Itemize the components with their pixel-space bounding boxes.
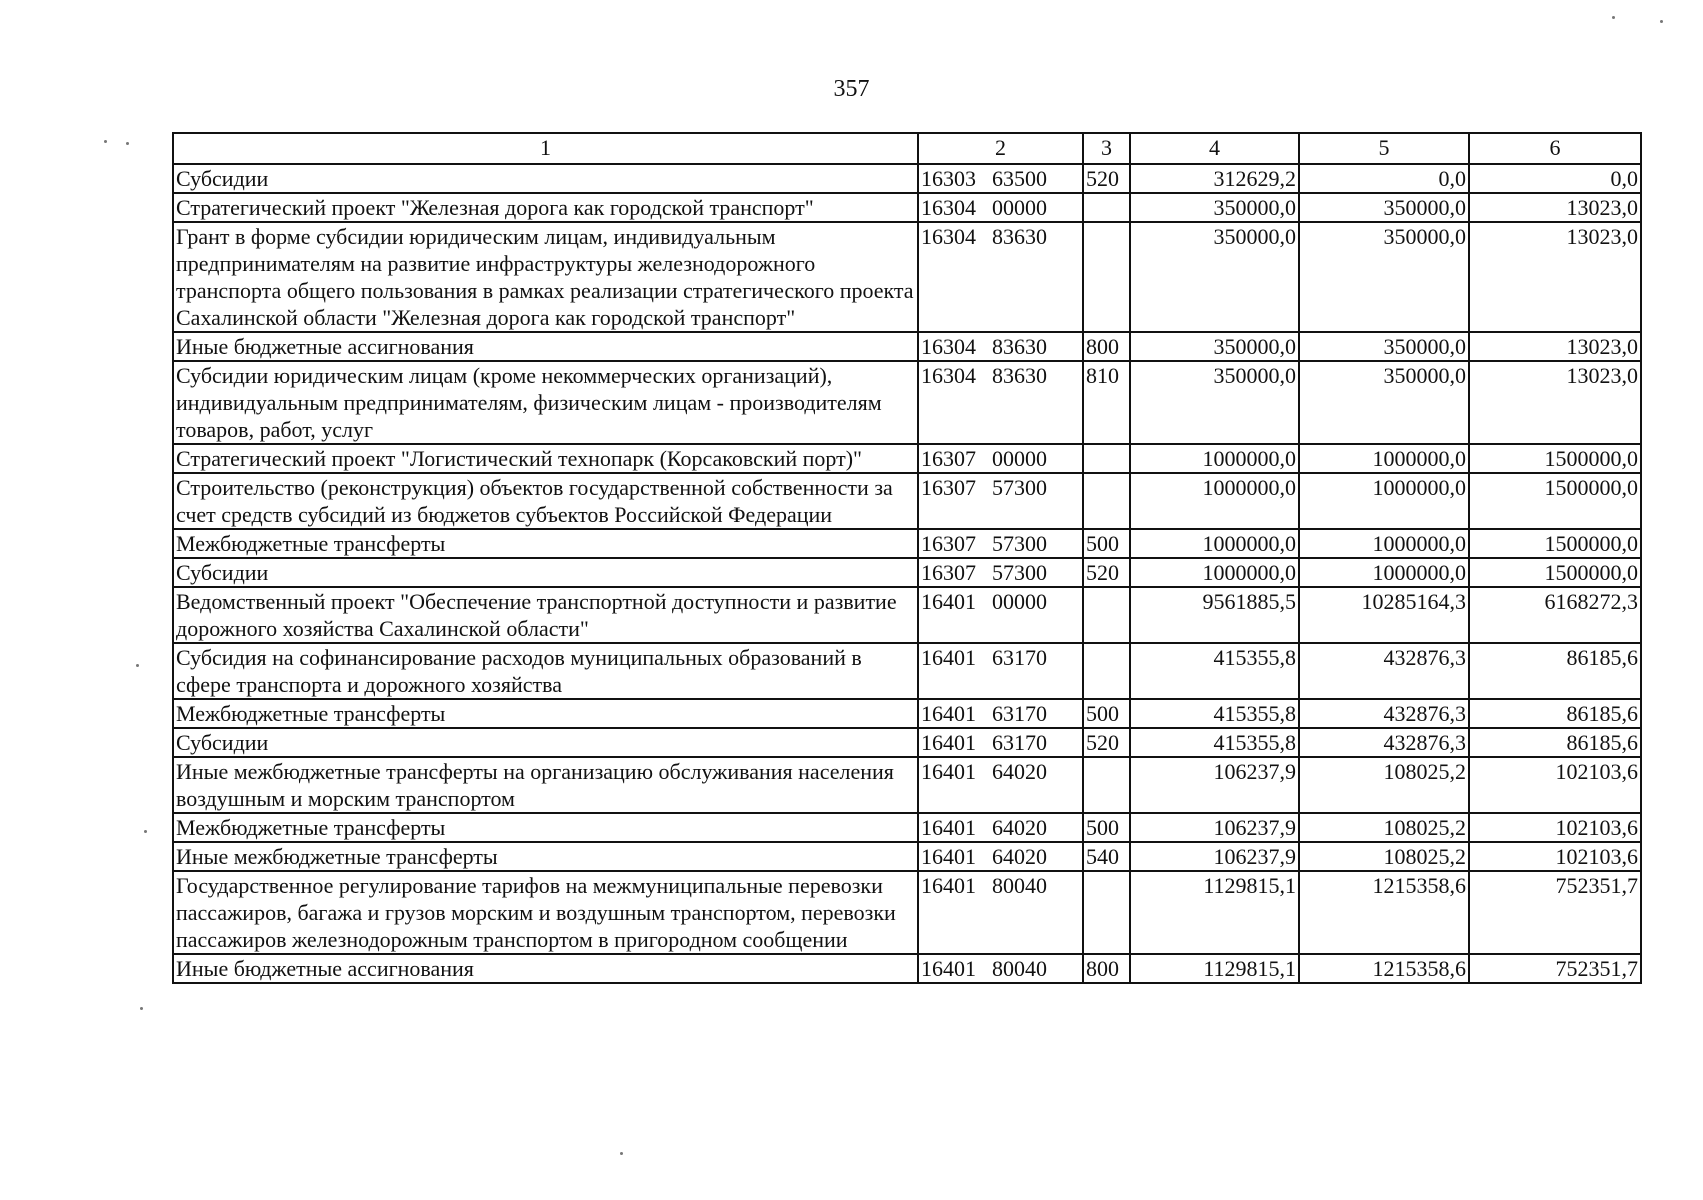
- amount-col4: 1000000,0: [1130, 529, 1299, 558]
- target-code-part1: 16401: [921, 645, 976, 670]
- amount-col4: 312629,2: [1130, 164, 1299, 193]
- amount-col5: 432876,3: [1299, 699, 1469, 728]
- table-row: [173, 728, 1641, 757]
- row-name: Иные межбюджетные трансферты: [173, 842, 918, 871]
- amount-col4: 106237,9: [1130, 757, 1299, 813]
- table-row: [173, 193, 1641, 222]
- amount-col5: 1000000,0: [1299, 444, 1469, 473]
- row-name: Иные бюджетные ассигнования: [173, 332, 918, 361]
- target-code: [918, 473, 1083, 529]
- row-name: Иные бюджетные ассигнования: [173, 954, 918, 983]
- amount-col4: 106237,9: [1130, 813, 1299, 842]
- scan-speck: [140, 1007, 143, 1010]
- target-code-part1: 16401: [921, 815, 976, 840]
- target-code-part1: 16303: [921, 166, 976, 191]
- amount-col5: 10285164,3: [1299, 587, 1469, 643]
- target-code-part2: 63170: [992, 730, 1047, 755]
- target-code-part1: 16307: [921, 475, 976, 500]
- expense-type-code: 500: [1083, 813, 1130, 842]
- target-code-part1: 16304: [921, 224, 976, 249]
- amount-col6: 102103,6: [1469, 842, 1641, 871]
- amount-col5: 1215358,6: [1299, 871, 1469, 954]
- table-row: [173, 587, 1641, 643]
- amount-col5: 108025,2: [1299, 757, 1469, 813]
- target-code-part2: 57300: [992, 475, 1047, 500]
- row-name: Субсидии: [173, 728, 918, 757]
- table-row: [173, 361, 1641, 444]
- amount-col4: 1000000,0: [1130, 558, 1299, 587]
- target-code-part1: 16304: [921, 195, 976, 220]
- target-code-part2: 80040: [992, 873, 1047, 898]
- amount-col5: 1000000,0: [1299, 473, 1469, 529]
- target-code: [918, 842, 1083, 871]
- expense-type-code: [1083, 193, 1130, 222]
- table-row: [173, 842, 1641, 871]
- amount-col4: 1000000,0: [1130, 473, 1299, 529]
- target-code-part1: 16401: [921, 701, 976, 726]
- target-code-part1: 16401: [921, 844, 976, 869]
- scan-speck: [126, 142, 129, 145]
- amount-col4: 9561885,5: [1130, 587, 1299, 643]
- amount-col4: 350000,0: [1130, 332, 1299, 361]
- expense-type-code: [1083, 757, 1130, 813]
- row-name: Стратегический проект "Железная дорога как городской транспорт": [173, 193, 918, 222]
- expense-type-code: [1083, 473, 1130, 529]
- amount-col4: 1129815,1: [1130, 871, 1299, 954]
- expense-type-code: 520: [1083, 558, 1130, 587]
- target-code: [918, 222, 1083, 332]
- amount-col5: 350000,0: [1299, 193, 1469, 222]
- target-code-part1: 16307: [921, 531, 976, 556]
- target-code: [918, 587, 1083, 643]
- amount-col6: 1500000,0: [1469, 529, 1641, 558]
- row-name: Субсидии: [173, 164, 918, 193]
- amount-col6: 1500000,0: [1469, 444, 1641, 473]
- target-code: [918, 193, 1083, 222]
- target-code-part2: 83630: [992, 363, 1047, 388]
- amount-col5: 1215358,6: [1299, 954, 1469, 983]
- amount-col6: 13023,0: [1469, 332, 1641, 361]
- row-name: Межбюджетные трансферты: [173, 699, 918, 728]
- amount-col6: 102103,6: [1469, 757, 1641, 813]
- row-name: Строительство (реконструкция) объектов государственной собственности за счет средств субсидий из бюджетов субъектов Российской Федерации: [173, 473, 918, 529]
- row-name: Стратегический проект "Логистический технопарк (Корсаковский порт)": [173, 444, 918, 473]
- table-row: [173, 473, 1641, 529]
- row-name: Субсидии: [173, 558, 918, 587]
- amount-col6: 6168272,3: [1469, 587, 1641, 643]
- target-code-part1: 16401: [921, 589, 976, 614]
- target-code-part1: 16401: [921, 730, 976, 755]
- target-code: [918, 813, 1083, 842]
- table-row: [173, 871, 1641, 954]
- target-code-part2: 83630: [992, 334, 1047, 359]
- page-number: 357: [833, 76, 870, 102]
- amount-col6: 0,0: [1469, 164, 1641, 193]
- column-header: 5: [1299, 133, 1469, 164]
- expense-type-code: 520: [1083, 728, 1130, 757]
- table-row: [173, 164, 1641, 193]
- target-code-part2: 83630: [992, 224, 1047, 249]
- target-code-part2: 80040: [992, 956, 1047, 981]
- table-row: [173, 529, 1641, 558]
- target-code: [918, 728, 1083, 757]
- target-code-part2: 57300: [992, 531, 1047, 556]
- header-row: [173, 133, 1641, 164]
- expense-type-code: 520: [1083, 164, 1130, 193]
- target-code-part1: 16304: [921, 334, 976, 359]
- table-row: [173, 222, 1641, 332]
- expense-type-code: 500: [1083, 529, 1130, 558]
- row-name: Ведомственный проект "Обеспечение транспортной доступности и развитие дорожного хозяйства Сахалинской области": [173, 587, 918, 643]
- amount-col5: 1000000,0: [1299, 529, 1469, 558]
- target-code-part2: 63500: [992, 166, 1047, 191]
- table-row: [173, 954, 1641, 983]
- target-code-part2: 64020: [992, 815, 1047, 840]
- row-name: Субсидии юридическим лицам (кроме некоммерческих организаций), индивидуальным предпринимателям, физическим лицам - производителям товаров, работ, услуг: [173, 361, 918, 444]
- target-code-part2: 63170: [992, 701, 1047, 726]
- target-code-part1: 16401: [921, 956, 976, 981]
- amount-col5: 350000,0: [1299, 332, 1469, 361]
- target-code-part2: 57300: [992, 560, 1047, 585]
- target-code-part1: 16307: [921, 446, 976, 471]
- target-code: [918, 699, 1083, 728]
- amount-col4: 415355,8: [1130, 643, 1299, 699]
- target-code: [918, 529, 1083, 558]
- scan-speck: [1612, 16, 1615, 19]
- target-code: [918, 871, 1083, 954]
- expense-type-code: [1083, 587, 1130, 643]
- amount-col6: 13023,0: [1469, 361, 1641, 444]
- amount-col6: 86185,6: [1469, 643, 1641, 699]
- amount-col4: 415355,8: [1130, 699, 1299, 728]
- amount-col6: 752351,7: [1469, 871, 1641, 954]
- target-code: [918, 164, 1083, 193]
- target-code: [918, 444, 1083, 473]
- scan-speck: [1660, 20, 1663, 23]
- expense-type-code: 810: [1083, 361, 1130, 444]
- expense-type-code: [1083, 643, 1130, 699]
- expense-type-code: 540: [1083, 842, 1130, 871]
- amount-col5: 350000,0: [1299, 361, 1469, 444]
- table-row: [173, 699, 1641, 728]
- table-row: [173, 757, 1641, 813]
- scan-speck: [104, 140, 107, 143]
- budget-table: [172, 132, 1642, 984]
- expense-type-code: [1083, 871, 1130, 954]
- row-name: Государственное регулирование тарифов на межмуниципальные перевозки пассажиров, багажа и грузов морским и воздушным транспортом, перевозки пассажиров железнодорожным транспортом в пригородном сообщении: [173, 871, 918, 954]
- target-code-part1: 16307: [921, 560, 976, 585]
- row-name: Субсидия на софинансирование расходов муниципальных образований в сфере транспорта и дорожного хозяйства: [173, 643, 918, 699]
- row-name: Грант в форме субсидии юридическим лицам, индивидуальным предпринимателям на развитие инфраструктуры железнодорожного транспорта общего пользования в рамках реализации стратегического проекта Сахалинской области "Железная дорога как городской транспорт": [173, 222, 918, 332]
- target-code-part2: 00000: [992, 195, 1047, 220]
- row-name: Иные межбюджетные трансферты на организацию обслуживания населения воздушным и морским транспортом: [173, 757, 918, 813]
- amount-col4: 350000,0: [1130, 193, 1299, 222]
- table-row: [173, 813, 1641, 842]
- target-code: [918, 954, 1083, 983]
- target-code-part2: 63170: [992, 645, 1047, 670]
- scan-speck: [144, 830, 147, 833]
- target-code: [918, 332, 1083, 361]
- table-row: [173, 332, 1641, 361]
- row-name: Межбюджетные трансферты: [173, 813, 918, 842]
- expense-type-code: [1083, 222, 1130, 332]
- column-header: 3: [1083, 133, 1130, 164]
- amount-col6: 1500000,0: [1469, 558, 1641, 587]
- amount-col6: 13023,0: [1469, 193, 1641, 222]
- target-code: [918, 643, 1083, 699]
- table-row: [173, 444, 1641, 473]
- target-code: [918, 558, 1083, 587]
- target-code: [918, 361, 1083, 444]
- amount-col6: 13023,0: [1469, 222, 1641, 332]
- target-code-part2: 00000: [992, 446, 1047, 471]
- expense-type-code: 800: [1083, 954, 1130, 983]
- amount-col6: 86185,6: [1469, 728, 1641, 757]
- target-code-part1: 16401: [921, 873, 976, 898]
- amount-col5: 350000,0: [1299, 222, 1469, 332]
- amount-col6: 1500000,0: [1469, 473, 1641, 529]
- amount-col4: 350000,0: [1130, 361, 1299, 444]
- column-header: 2: [918, 133, 1083, 164]
- amount-col4: 415355,8: [1130, 728, 1299, 757]
- expense-type-code: 800: [1083, 332, 1130, 361]
- target-code: [918, 757, 1083, 813]
- amount-col5: 108025,2: [1299, 813, 1469, 842]
- table-row: [173, 643, 1641, 699]
- target-code-part2: 64020: [992, 844, 1047, 869]
- row-name: Межбюджетные трансферты: [173, 529, 918, 558]
- target-code-part1: 16401: [921, 759, 976, 784]
- amount-col4: 1000000,0: [1130, 444, 1299, 473]
- target-code-part2: 00000: [992, 589, 1047, 614]
- target-code-part1: 16304: [921, 363, 976, 388]
- amount-col4: 106237,9: [1130, 842, 1299, 871]
- scan-speck: [620, 1152, 623, 1155]
- column-header: 6: [1469, 133, 1641, 164]
- expense-type-code: [1083, 444, 1130, 473]
- amount-col6: 752351,7: [1469, 954, 1641, 983]
- column-header: 4: [1130, 133, 1299, 164]
- amount-col5: 1000000,0: [1299, 558, 1469, 587]
- amount-col5: 432876,3: [1299, 643, 1469, 699]
- expense-type-code: 500: [1083, 699, 1130, 728]
- target-code-part2: 64020: [992, 759, 1047, 784]
- column-header: 1: [173, 133, 918, 164]
- scan-speck: [136, 664, 139, 667]
- amount-col6: 102103,6: [1469, 813, 1641, 842]
- table-row: [173, 558, 1641, 587]
- amount-col4: 350000,0: [1130, 222, 1299, 332]
- amount-col5: 108025,2: [1299, 842, 1469, 871]
- amount-col5: 0,0: [1299, 164, 1469, 193]
- amount-col5: 432876,3: [1299, 728, 1469, 757]
- amount-col6: 86185,6: [1469, 699, 1641, 728]
- amount-col4: 1129815,1: [1130, 954, 1299, 983]
